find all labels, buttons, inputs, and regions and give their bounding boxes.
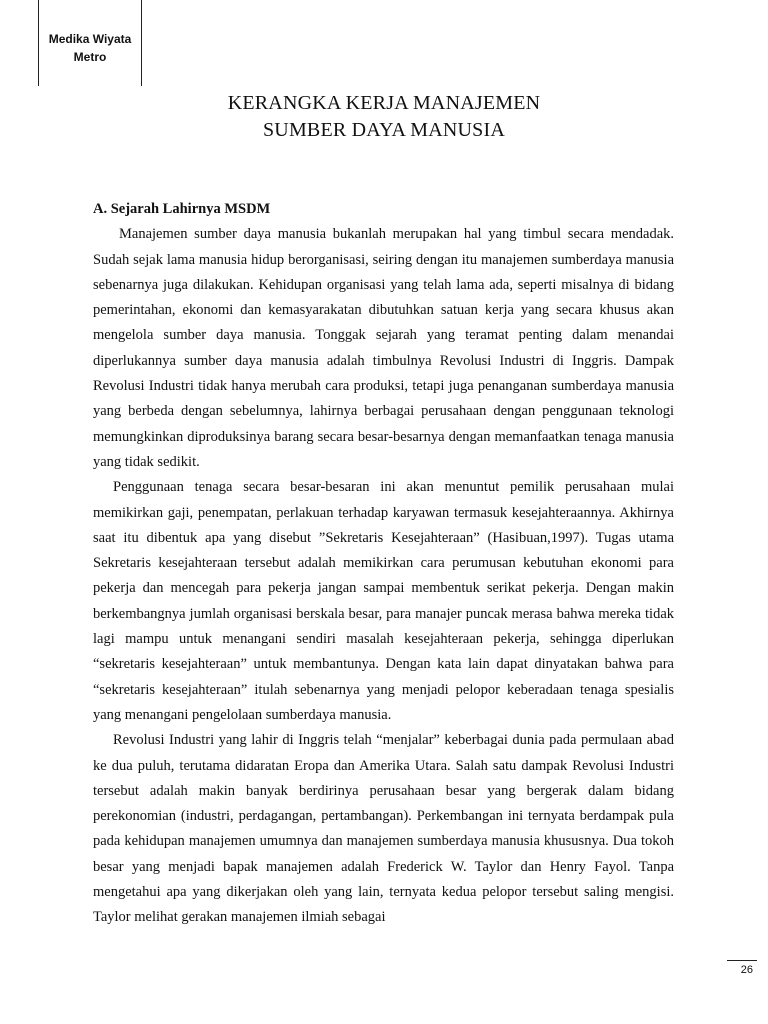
publisher-name-line2: Metro (73, 50, 107, 64)
paragraph-3: Revolusi Industri yang lahir di Inggris telah “menjalar” keberbagai dunia pada permulaan abad ke dua puluh, terutama didaratan Eropa dan Amerika Utara. Salah satu dampak Revolusi Industri tersebut adalah makin banyak berdirinya perusahaan besar yang bergerak dalam bidang perekonomian (industri, perdagangan, pertambangan). Perkembangan ini ternyata berdampak pula pada kehidupan manajemen umumnya dan manajemen sumberdaya manusia khususnya. Dua tokoh besar yang menjadi bapak manajemen adalah Frederick W. Taylor dan Henry Fayol. Tanpa mengetahui apa yang dikerjakan oleh yang lain, ternyata kedua pelopor tersebut saling mengisi. Taylor melihat gerakan manajemen ilmiah sebagai (93, 732, 674, 926)
chapter-title-line1: KERANGKA KERJA MANAJEMEN (227, 92, 541, 114)
main-content (93, 197, 674, 931)
paragraph-2: Penggunaan tenaga secara besar-besaran ini akan menuntut pemilik perusahaan mulai memikirkan gaji, penempatan, perlakuan terhadap karyawan termasuk kesejahteraannya. Akhirnya saat itu dibentuk apa yang disebut ”Sekretaris Kesejahteraan” (Hasibuan,1997). Tugas utama Sekretaris kesejahteraan tersebut adalah memikirkan cara perumusan kebutuhan ekonomi para pekerja dan mencegah para pekerja jangan sampai membentuk serikat pekerja. Dengan makin berkembangnya jumlah organisasi berskala besar, para manajer puncak merasa bahwa mereka tidak lagi mampu untuk menangani sendiri masalah kesejahteraan pekerja, sehingga diperlukan “sekretaris kesejahteraan” untuk membantunya. Dengan kata lain dapat dinyatakan bahwa para “sekretaris kesejahteraan” itulah sebenarnya yang menjadi pelopor keberadaan tenaga spesialis yang menangani pengelolaan sumberdaya manusia. (93, 479, 674, 723)
footer-divider (727, 960, 757, 961)
publisher-header (38, 0, 142, 86)
chapter-title-line2: SUMBER DAYA MANUSIA (262, 119, 505, 141)
chapter-title (0, 90, 768, 144)
publisher-name-line1: Medika Wiyata (48, 32, 132, 46)
section-heading: A. Sejarah Lahirnya MSDM (93, 201, 271, 217)
paragraph-1: Manajemen sumber daya manusia bukanlah merupakan hal yang timbul secara mendadak. Sudah sejak lama manusia hidup berorganisasi, seiring dengan itu manajemen sumberdaya manusia sebenarnya juga dilakukan. Kehidupan organisasi yang telah lama ada, seperti misalnya di bidang pemerintahan, ekonomi dan kemasyarakatan dibutuhkan satuan kerja yang secara khusus akan mengelola sumber daya manusia. Tonggak sejarah yang teramat penting dalam menandai diperlukannya sumber daya manusia adalah timbulnya Revolusi Industri di Inggris. Dampak Revolusi Industri tidak hanya merubah cara produksi, tetapi juga penanganan sumberdaya manusia yang berbeda dengan sebelumnya, lahirnya berbagai perusahaan dengan penggunaan teknologi memungkinkan diproduksinya barang secara besar-besarnya dengan memanfaatkan tenaga manusia yang tidak sedikit. (93, 226, 674, 470)
page-number: 26 (740, 964, 753, 976)
